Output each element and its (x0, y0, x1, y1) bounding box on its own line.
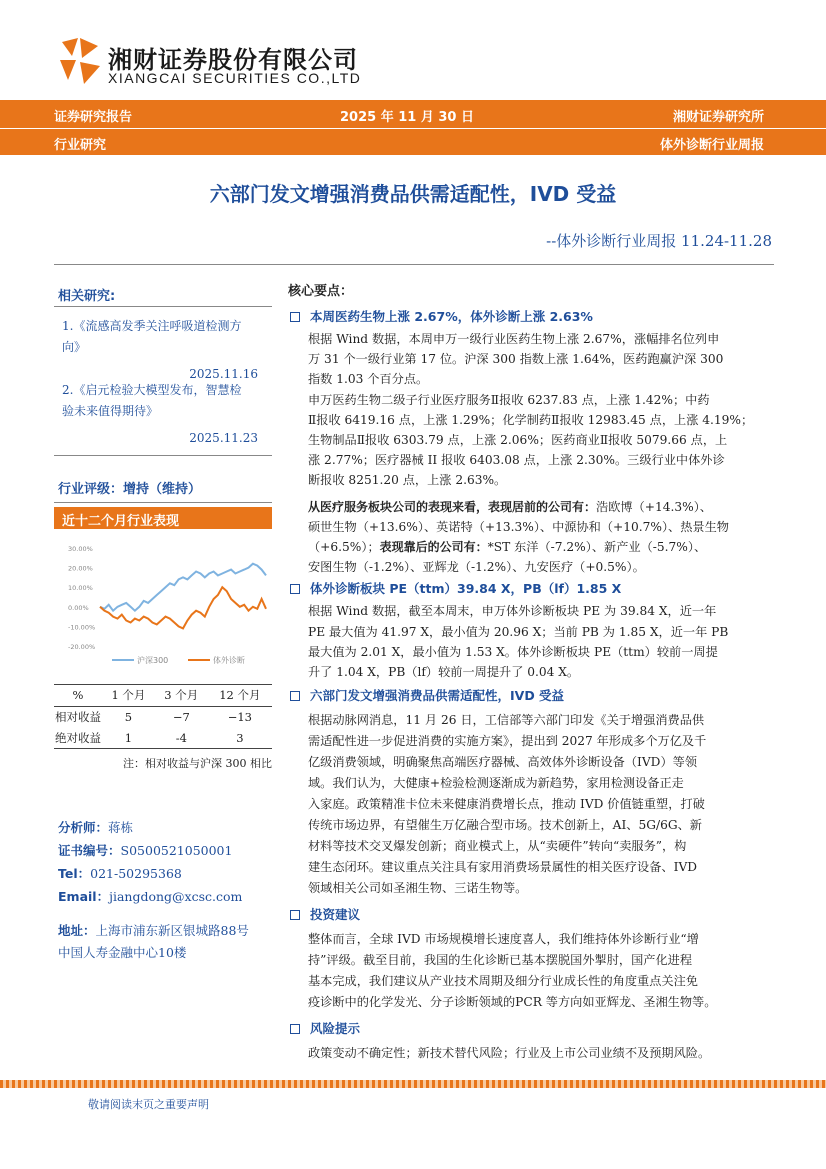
related-item-1[interactable] (62, 316, 272, 385)
section-4-heading: 投资建议 (290, 905, 774, 923)
table-cell: 绝对收益 (55, 730, 101, 745)
related-item-2-title-a: 2.《启元检验大模型发布，智慧检 (62, 383, 242, 397)
checkbox-icon (290, 1024, 300, 1034)
text-line: 持”评级。截至目前，我国的生化诊断已基本摆脱国外掣肘，国产化进程 (308, 953, 693, 968)
text-line: 最大值为 2.01 X，最小值为 1.53 X。体外诊断板块 PE（ttm）较前一周提 (308, 644, 718, 659)
text-line: 申万医药生物二级子行业医疗服务Ⅱ报收 6237.83 点，上涨 1.42%；中药 (308, 392, 710, 407)
analyst-label: 分析师： (58, 820, 109, 835)
table-header: 1 个月 (111, 688, 146, 703)
section-3-heading: 六部门发文增强消费品供需适配性，IVD 受益 (290, 686, 774, 704)
related-item-2[interactable] (62, 380, 272, 449)
checkbox-icon (290, 312, 300, 322)
table-cell: −13 (227, 709, 252, 724)
tel-label: Tel： (58, 866, 91, 881)
text-line: 亿级消费领域，明确聚焦高端医疗器械、高效体外诊断设备（IVD）等领 (308, 755, 698, 770)
institute: 湘财证券研究所 (672, 110, 764, 125)
text-line: 领域相关公司如圣湘生物、三诺生物等。 (308, 881, 528, 896)
table-cell: 5 (124, 709, 133, 724)
section-1-body (288, 329, 774, 577)
logo-icon (58, 36, 102, 86)
text-line: 根据动脉网消息，11 月 26 日，工信部等六部门印发《关于增强消费品供 (308, 713, 705, 728)
report-series: 体外诊断行业周报 (659, 138, 764, 153)
text-line: 安图生物（-1.2%）、亚辉龙（-1.2%）、九安医疗（+0.5%）。 (308, 560, 645, 575)
tel-number: 021-50295368 (90, 866, 182, 881)
address-label: 地址： (58, 923, 96, 938)
analyst-name: 蒋栋 (108, 820, 134, 835)
text-line: 根据 Wind 数据，截至本周末，申万体外诊断板块 PE 为 39.84 X，近一年 (308, 604, 717, 619)
section-2-heading: 体外诊断板块 PE（ttm）39.84 X，PB（lf）1.85 X (290, 579, 774, 597)
related-item-1-title-a: 1.《流感高发季关注呼吸道检测方 (62, 319, 242, 333)
table-cell: 3 (236, 730, 244, 745)
email-link[interactable]: jiangdong@xcsc.com (109, 889, 243, 904)
related-item-1-date: 2025.11.16 (189, 367, 258, 381)
table-row (54, 727, 272, 748)
table-header: 12 个月 (219, 688, 261, 703)
series-line-1 (100, 564, 266, 611)
checkbox-icon (290, 691, 300, 701)
industry-rating: 行业评级：增持（维持） (58, 482, 202, 497)
related-item-1-title-b: 向》 (62, 340, 87, 354)
text-line: 域。我们认为，大健康+检验检测逐渐成为新趋势，家用检测设备正走 (308, 776, 684, 791)
table-cell: 相对收益 (55, 709, 101, 724)
text-line: 材料等技术交叉爆发创新；商业模式上，从“卖硬件”转向“卖服务”，构 (308, 839, 687, 854)
text-line: 入家庭。政策精准卡位未来健康消费增长点，推动 IVD 价值链重塑，打破 (308, 797, 705, 812)
text-line: 根据 Wind 数据，本周申万一级行业医药生物上涨 2.67%，涨幅排名位列申 (308, 332, 720, 346)
text-line: 指数 1.03 个百分点。 (308, 372, 429, 387)
checkbox-icon (290, 584, 300, 594)
table-header-row (54, 685, 272, 706)
address-line-1: 上海市浦东新区银城路88号 (95, 923, 249, 938)
text-line: 基本完成，我们建议从产业技术周期及细分行业成长性的角度重点关注免 (308, 974, 698, 989)
text-line: （+6.5%）；表现靠后的公司有：*ST 东洋（-7.2%）、新产业（-5.7%）、 (308, 540, 707, 555)
address-line-2: 中国人寿金融中心10楼 (58, 945, 187, 960)
text-line: 建生态闭环。建议重点关注具有家用消费场景属性的相关医疗设备、IVD (308, 860, 698, 875)
section-4-body (288, 929, 774, 1013)
table-cell: -4 (175, 730, 187, 745)
text-line: 断报收 8251.20 点，上涨 2.63%。 (308, 473, 507, 488)
section-5-body (288, 1043, 774, 1063)
report-type: 证券研究报告 (54, 110, 133, 125)
series-line-2 (100, 587, 266, 628)
divider (54, 502, 272, 503)
divider (54, 455, 272, 456)
section-2-body (288, 601, 774, 682)
report-category: 行业研究 (54, 138, 107, 153)
company-name-en: XIANGCAI SECURITIES CO.,LTD (108, 70, 362, 86)
table-header: % (72, 688, 84, 703)
footer-disclaimer[interactable]: 敬请阅读末页之重要声明 (88, 1098, 209, 1111)
performance-chart (54, 534, 272, 674)
performance-heading-bar (54, 507, 272, 529)
legend-label: 沪深300 (137, 656, 169, 665)
text-line: 生物制品Ⅱ报收 6303.79 点，上涨 2.06%；医药商业Ⅱ报收 5079.66 点，上 (308, 433, 728, 448)
text-line: Ⅱ报收 6419.16 点，上涨 1.29%；化学制药Ⅱ报收 12983.45 点，上涨 4.19%； (308, 412, 754, 427)
text-line: 从医疗服务板块公司的表现来看，表现居前的公司有：浩欧博（+14.3%）、 (308, 499, 712, 514)
header-bar-bottom (0, 129, 826, 155)
text-line: 升了 1.04 X，PB（lf）较前一周提升了 0.04 X。 (308, 665, 580, 680)
y-tick-label: 20.00% (68, 564, 93, 573)
text-line: 万 31 个一级行业第 17 位。沪深 300 指数上涨 1.64%，医药跑赢沪深 300 (308, 352, 724, 367)
company-name-cn: 湘财证券股份有限公司 (108, 46, 358, 74)
y-tick-label: 30.00% (68, 545, 93, 553)
performance-heading: 近十二个月行业表现 (62, 514, 180, 529)
section-5-heading: 风险提示 (290, 1019, 774, 1037)
section-1-heading: 本周医药生物上涨 2.67%，体外诊断上涨 2.63% (290, 307, 774, 325)
table-row (54, 706, 272, 727)
page-title: 六部门发文增强消费品供需适配性，IVD 受益 (209, 182, 617, 206)
y-tick-label: 0.00% (68, 603, 89, 612)
core-content (288, 280, 774, 1063)
text-line: 需适配性进一步促进消费的实施方案》，提出到 2027 年形成多个万亿及千 (308, 734, 707, 749)
text-line: 传统市场边界，有望催生万亿融合型市场。技术创新上，AI、5G/6G、新 (308, 818, 702, 833)
header-bar-top (0, 100, 826, 128)
y-tick-label: 10.00% (68, 584, 93, 593)
divider (54, 264, 774, 265)
analyst-info (58, 816, 242, 908)
y-tick-label: -10.00% (68, 623, 96, 632)
address-info (58, 920, 249, 964)
performance-table (54, 684, 272, 771)
email-label: Email： (58, 889, 110, 904)
table-cell: 1 (124, 730, 133, 745)
text-line: 涨 2.77%；医疗器械 II 报收 6403.08 点，上涨 2.30%。三级行业中体外诊 (308, 453, 725, 468)
cert-number: S0500521050001 (120, 843, 233, 858)
cert-label: 证书编号： (58, 843, 121, 858)
related-item-2-date: 2025.11.23 (189, 431, 258, 445)
footer-bar (0, 1080, 826, 1088)
text-line: 整体而言，全球 IVD 市场规模增长速度喜人，我们维持体外诊断行业“增 (308, 932, 699, 947)
text-line: PE 最大值为 41.97 X，最小值为 20.96 X；当前 PB 为 1.85 X，近一年 PB (308, 624, 729, 639)
page-subtitle: --体外诊断行业周报 11.24-11.28 (546, 232, 772, 250)
related-research-heading: 相关研究: (58, 289, 116, 304)
section-3-body (288, 710, 774, 899)
performance-chart-svg (54, 534, 272, 674)
table-cell: −7 (172, 709, 190, 724)
report-date: 2025 年 11 月 30 日 (340, 110, 474, 125)
core-heading: 核心要点： (288, 284, 354, 299)
checkbox-icon (290, 910, 300, 920)
table-note: 注：相对收益与沪深 300 相比 (123, 757, 272, 770)
text-line: 疫诊断中的化学发光、分子诊断领域的PCR 等方向如亚辉龙、圣湘生物等。 (308, 995, 717, 1010)
text-line: 政策变动不确定性；新技术替代风险；行业及上市公司业绩不及预期风险。 (308, 1046, 711, 1061)
related-item-2-title-b: 验未来值得期待》 (62, 404, 159, 418)
table-header: 3 个月 (164, 688, 199, 703)
y-tick-label: -20.00% (68, 643, 96, 651)
text-line: 硕世生物（+13.6%）、英诺特（+13.3%）、中源协和（+10.7%）、热景生物 (308, 519, 729, 534)
divider (54, 306, 272, 307)
legend-label: 体外诊断 (213, 656, 245, 665)
